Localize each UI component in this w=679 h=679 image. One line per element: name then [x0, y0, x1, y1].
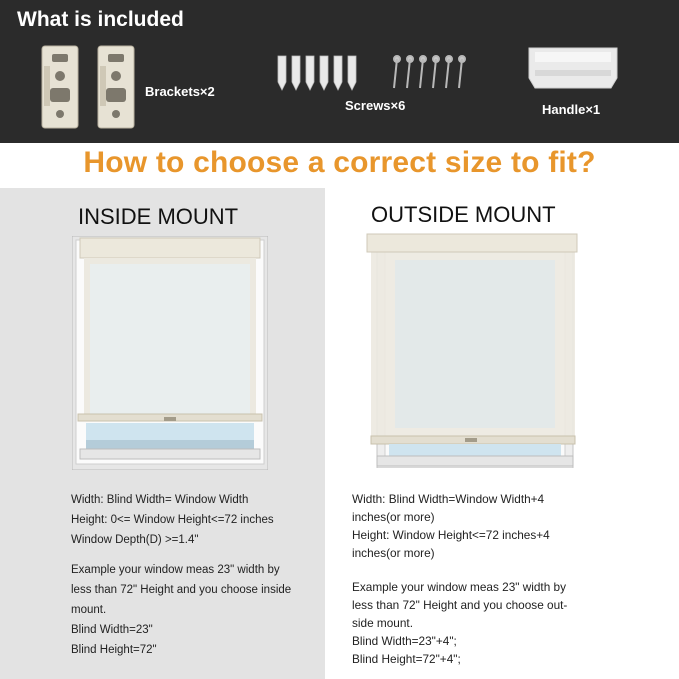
outside-example-width: Blind Width=23"+4"; [352, 634, 457, 648]
outside-example-height: Blind Height=72"+4"; [352, 652, 461, 666]
inside-example-width: Blind Width=23" [71, 624, 153, 636]
included-banner [0, 0, 679, 143]
inside-height-rule: Height: 0<= Window Height<=72 inches [71, 514, 274, 526]
inside-mount-panel [0, 188, 325, 679]
size-headline: How to choose a correct size to fit? [83, 146, 596, 179]
included-title: What is included [17, 8, 184, 31]
handle-icon [527, 44, 619, 92]
outside-height-rule-cont: inches(or more) [352, 546, 435, 560]
outside-example-line: less than 72" Height and you choose out- [352, 598, 568, 612]
screw-icon [272, 54, 472, 94]
outside-mount-title: OUTSIDE MOUNT [371, 202, 556, 227]
inside-example-height: Blind Height=72" [71, 644, 157, 656]
handle-label: Handle×1 [542, 102, 601, 117]
brackets-label: Brackets×2 [145, 84, 215, 99]
outside-width-rule-cont: inches(or more) [352, 510, 435, 524]
outside-example-line: Example your window meas 23" width by [352, 580, 567, 594]
outside-height-rule: Height: Window Height<=72 inches+4 [352, 528, 550, 542]
outside-width-rule: Width: Blind Width=Window Width+4 [352, 492, 545, 506]
inside-mount-window-illustration [72, 236, 268, 470]
outside-mount-description [352, 490, 567, 668]
bracket-icon [40, 44, 140, 130]
inside-mount-description [71, 490, 291, 660]
inside-width-rule: Width: Blind Width= Window Width [71, 494, 249, 506]
inside-example-line: mount. [71, 604, 107, 616]
outside-mount-window-illustration [365, 232, 579, 468]
outside-example-line: side mount. [352, 616, 413, 630]
inside-depth-rule: Window Depth(D) >=1.4" [71, 534, 199, 546]
inside-example-line: less than 72" Height and you choose inside [71, 584, 292, 596]
outside-mount-panel [325, 188, 679, 679]
inside-example-line: Example your window meas 23" width by [71, 564, 280, 576]
inside-mount-title: INSIDE MOUNT [78, 204, 239, 229]
screws-label: Screws×6 [345, 98, 406, 113]
